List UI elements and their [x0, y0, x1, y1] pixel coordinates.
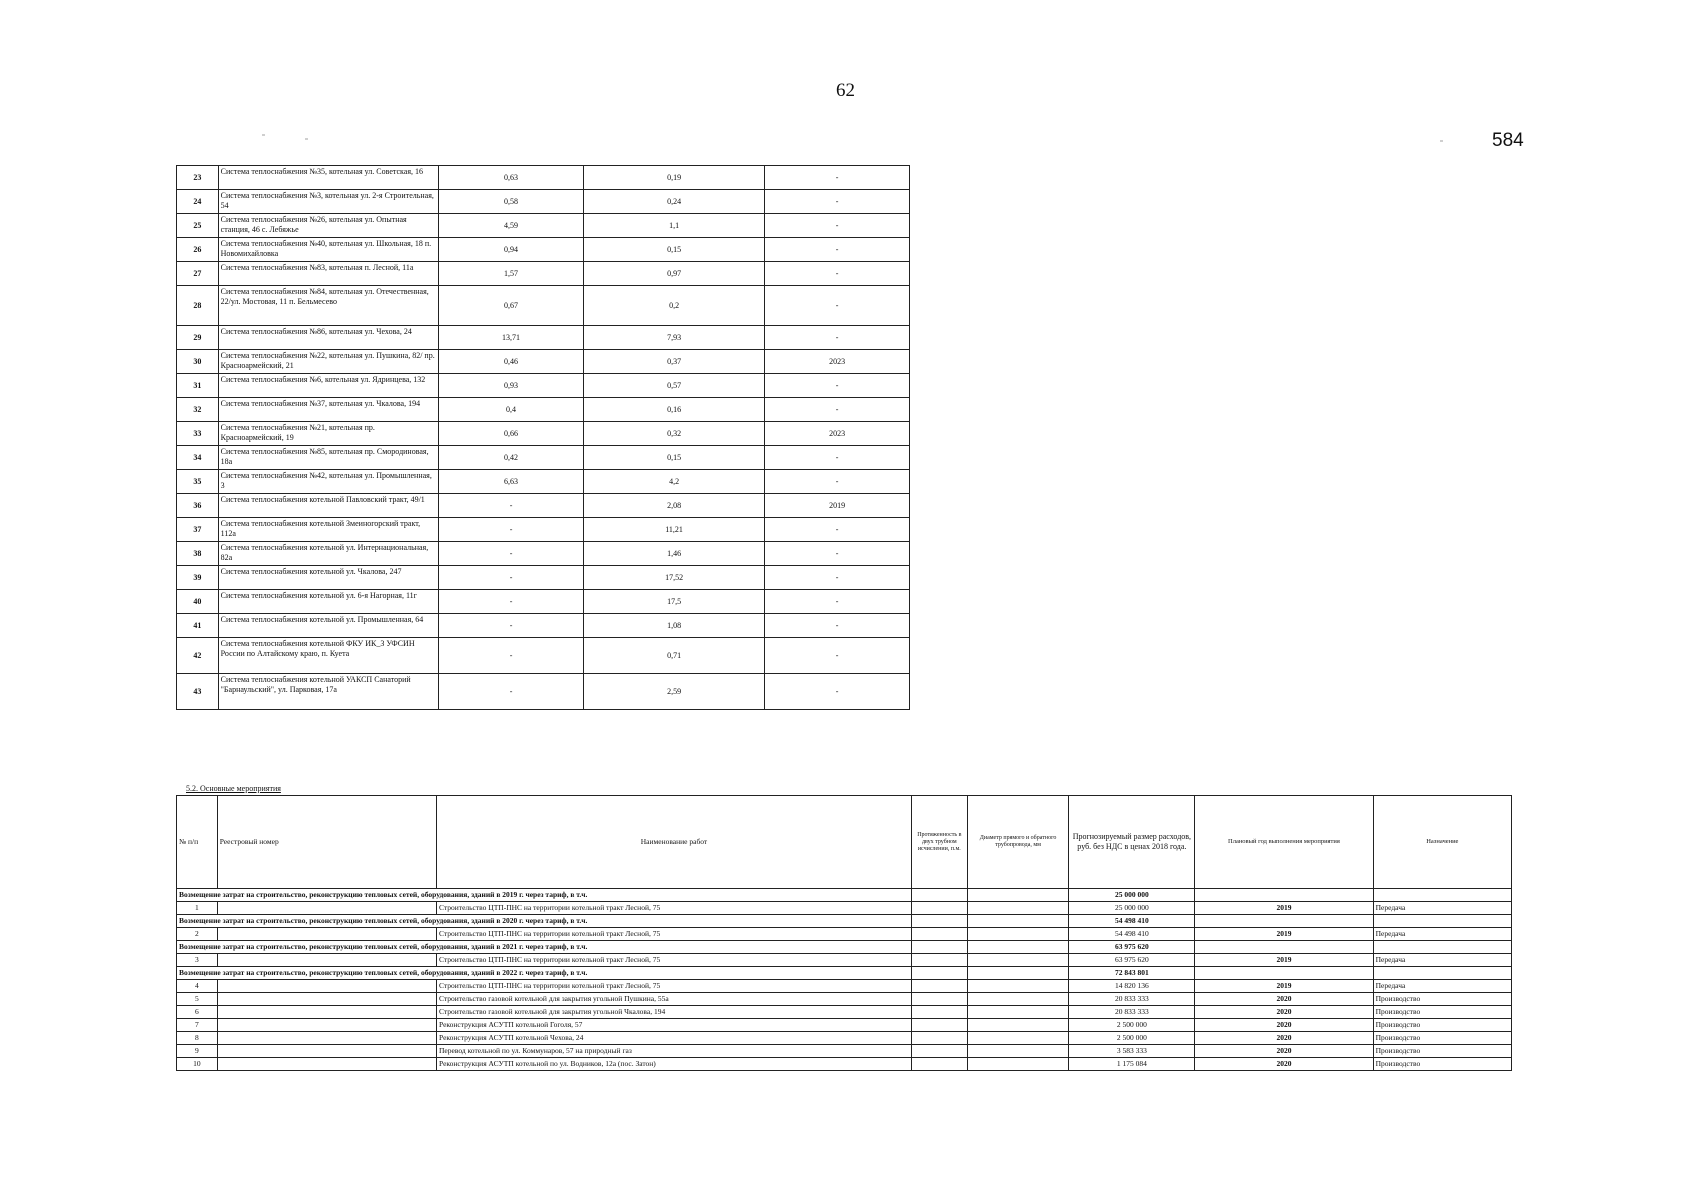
value-a: 0,42	[439, 446, 584, 470]
row-number: 27	[177, 262, 219, 286]
planned-year: 2020	[1195, 1045, 1373, 1058]
table-row	[177, 614, 910, 638]
table-row	[177, 286, 910, 326]
header-registry-number: Реестровый номер	[217, 796, 436, 889]
length-cell	[911, 967, 967, 980]
table-row	[177, 980, 1512, 993]
diameter-cell	[967, 1019, 1069, 1032]
group-title: Возмещение затрат на строительство, реконструкцию тепловых сетей, оборудования, зданий в 2020 г. через тариф, в т.ч.	[177, 915, 912, 928]
group-title: Возмещение затрат на строительство, реконструкцию тепловых сетей, оборудования, зданий в 2019 г. через тариф, в т.ч.	[177, 889, 912, 902]
planned-year: 2020	[1195, 993, 1373, 1006]
system-name: Система теплоснабжения котельной УАКСП Санаторий "Барнаульский", ул. Парковая, 17а	[218, 674, 439, 710]
system-name: Система теплоснабжения №21, котельная пр. Красноармейский, 19	[218, 422, 439, 446]
diameter-cell	[967, 980, 1069, 993]
table-row	[177, 214, 910, 238]
year: -	[765, 166, 910, 190]
system-name: Система теплоснабжения котельной ул. Интернациональная, 82а	[218, 542, 439, 566]
value-a: 0,93	[439, 374, 584, 398]
registry-number	[217, 1019, 436, 1032]
table-row	[177, 446, 910, 470]
diameter-cell	[967, 1032, 1069, 1045]
diameter-cell	[967, 954, 1069, 967]
value-b: 0,15	[583, 238, 764, 262]
system-name: Система теплоснабжения котельной ФКУ ИК_3 УФСИН России по Алтайскому краю, п. Куета	[218, 638, 439, 674]
system-name: Система теплоснабжения котельной ул. Промышленная, 64	[218, 614, 439, 638]
row-number: 7	[177, 1019, 218, 1032]
value-a: -	[439, 494, 584, 518]
purpose: Производство	[1373, 1032, 1511, 1045]
year: -	[765, 326, 910, 350]
system-name: Система теплоснабжения №40, котельная ул. Школьная, 18 п. Новомихайловка	[218, 238, 439, 262]
row-number: 10	[177, 1058, 218, 1071]
purpose-cell	[1373, 941, 1511, 954]
value-a: 0,67	[439, 286, 584, 326]
table-row	[177, 398, 910, 422]
system-name: Система теплоснабжения котельной Павловский тракт, 49/1	[218, 494, 439, 518]
value-a: -	[439, 518, 584, 542]
diameter-cell	[967, 1058, 1069, 1071]
page-number: 62	[836, 80, 855, 101]
header-planned-cost: Прогнозируемый размер расходов, руб. без НДС в ценах 2018 года.	[1069, 796, 1195, 889]
year: -	[765, 638, 910, 674]
work-name: Реконструкция АСУТП котельной по ул. Водников, 12а (пос. Затон)	[437, 1058, 912, 1071]
value-a: -	[439, 590, 584, 614]
row-number: 35	[177, 470, 219, 494]
planned-cost: 20 833 333	[1069, 1006, 1195, 1019]
purpose-cell	[1373, 889, 1511, 902]
header-diameter: Диаметр прямого и обратного трубопровода, мм	[967, 796, 1069, 889]
registry-number	[217, 1032, 436, 1045]
year: -	[765, 542, 910, 566]
year-cell	[1195, 941, 1373, 954]
work-name: Строительство газовой котельной для закрытия угольной Чкалова, 194	[437, 1006, 912, 1019]
value-a: 0,4	[439, 398, 584, 422]
row-number: 30	[177, 350, 219, 374]
year: 2023	[765, 350, 910, 374]
value-a: 1,57	[439, 262, 584, 286]
registry-number	[217, 1045, 436, 1058]
registry-number	[217, 954, 436, 967]
table-row	[177, 542, 910, 566]
value-a: -	[439, 542, 584, 566]
row-number: 32	[177, 398, 219, 422]
value-a: 0,66	[439, 422, 584, 446]
planned-cost: 1 175 084	[1069, 1058, 1195, 1071]
row-number: 33	[177, 422, 219, 446]
table-row	[177, 518, 910, 542]
system-name: Система теплоснабжения №84, котельная ул. Отечественная, 22/ул. Мостовая, 11 п. Бельмесево	[218, 286, 439, 326]
year: -	[765, 446, 910, 470]
value-a: 4,59	[439, 214, 584, 238]
value-b: 0,71	[583, 638, 764, 674]
system-name: Система теплоснабжения котельной Змеиногорский тракт, 112а	[218, 518, 439, 542]
value-b: 1,08	[583, 614, 764, 638]
group-sum: 63 975 620	[1069, 941, 1195, 954]
value-b: 7,93	[583, 326, 764, 350]
planned-year: 2020	[1195, 1032, 1373, 1045]
system-name: Система теплоснабжения №37, котельная ул. Чкалова, 194	[218, 398, 439, 422]
group-sum: 54 498 410	[1069, 915, 1195, 928]
group-row	[177, 941, 1512, 954]
year: -	[765, 674, 910, 710]
header-purpose: Назначение	[1373, 796, 1511, 889]
planned-cost: 2 500 000	[1069, 1019, 1195, 1032]
year: -	[765, 566, 910, 590]
row-number: 2	[177, 928, 218, 941]
length-cell	[911, 980, 967, 993]
row-number: 6	[177, 1006, 218, 1019]
value-a: -	[439, 614, 584, 638]
value-b: 0,24	[583, 190, 764, 214]
row-number: 39	[177, 566, 219, 590]
length-cell	[911, 1058, 967, 1071]
planned-year: 2020	[1195, 1019, 1373, 1032]
year: 2023	[765, 422, 910, 446]
row-number: 34	[177, 446, 219, 470]
heat-supply-systems-table	[176, 165, 910, 710]
planned-year: 2020	[1195, 1006, 1373, 1019]
header-work-name: Наименование работ	[437, 796, 912, 889]
table-row	[177, 1032, 1512, 1045]
length-cell	[911, 1006, 967, 1019]
table-row	[177, 374, 910, 398]
value-b: 17,5	[583, 590, 764, 614]
system-name: Система теплоснабжения №3, котельная ул. 2-я Строительная, 54	[218, 190, 439, 214]
diameter-cell	[967, 941, 1069, 954]
value-a: 0,63	[439, 166, 584, 190]
work-name: Реконструкция АСУТП котельной Гоголя, 57	[437, 1019, 912, 1032]
registry-number	[217, 902, 436, 915]
planned-cost: 20 833 333	[1069, 993, 1195, 1006]
table-row	[177, 590, 910, 614]
table-row	[177, 674, 910, 710]
value-b: 4,2	[583, 470, 764, 494]
header-length: Протяженность в двух трубном исчислении, п.м.	[911, 796, 967, 889]
value-b: 11,21	[583, 518, 764, 542]
table-row	[177, 166, 910, 190]
year: -	[765, 398, 910, 422]
table-row	[177, 350, 910, 374]
length-cell	[911, 954, 967, 967]
planned-year: 2020	[1195, 1058, 1373, 1071]
planned-year: 2019	[1195, 928, 1373, 941]
year: -	[765, 470, 910, 494]
row-number: 3	[177, 954, 218, 967]
row-number: 5	[177, 993, 218, 1006]
row-number: 23	[177, 166, 219, 190]
scan-speck	[262, 134, 265, 136]
page-number-secondary: 584	[1492, 130, 1524, 151]
purpose: Производство	[1373, 1045, 1511, 1058]
year: -	[765, 262, 910, 286]
table-row	[177, 1058, 1512, 1071]
row-number: 25	[177, 214, 219, 238]
value-a: -	[439, 674, 584, 710]
value-b: 0,2	[583, 286, 764, 326]
table-row	[177, 238, 910, 262]
diameter-cell	[967, 915, 1069, 928]
system-name: Система теплоснабжения №6, котельная ул. Ядринцева, 132	[218, 374, 439, 398]
purpose: Производство	[1373, 1058, 1511, 1071]
group-title: Возмещение затрат на строительство, реконструкцию тепловых сетей, оборудования, зданий в 2021 г. через тариф, в т.ч.	[177, 941, 912, 954]
planned-cost: 2 500 000	[1069, 1032, 1195, 1045]
diameter-cell	[967, 1045, 1069, 1058]
row-number: 40	[177, 590, 219, 614]
value-b: 0,15	[583, 446, 764, 470]
diameter-cell	[967, 967, 1069, 980]
year: -	[765, 286, 910, 326]
length-cell	[911, 902, 967, 915]
planned-cost: 63 975 620	[1069, 954, 1195, 967]
diameter-cell	[967, 902, 1069, 915]
row-number: 8	[177, 1032, 218, 1045]
length-cell	[911, 993, 967, 1006]
planned-cost: 54 498 410	[1069, 928, 1195, 941]
length-cell	[911, 941, 967, 954]
purpose: Передача	[1373, 902, 1511, 915]
value-b: 0,32	[583, 422, 764, 446]
system-name: Система теплоснабжения котельной ул. 6-я Нагорная, 11г	[218, 590, 439, 614]
row-number: 43	[177, 674, 219, 710]
year-cell	[1195, 915, 1373, 928]
length-cell	[911, 889, 967, 902]
group-row	[177, 915, 1512, 928]
registry-number	[217, 1006, 436, 1019]
table-row	[177, 902, 1512, 915]
value-a: -	[439, 638, 584, 674]
table-row	[177, 494, 910, 518]
registry-number	[217, 993, 436, 1006]
year: -	[765, 614, 910, 638]
system-name: Система теплоснабжения №35, котельная ул. Советская, 16	[218, 166, 439, 190]
section-title: 5.2. Основные мероприятия	[186, 784, 281, 793]
value-a: 0,94	[439, 238, 584, 262]
group-sum: 72 843 801	[1069, 967, 1195, 980]
table-row	[177, 1006, 1512, 1019]
year: -	[765, 374, 910, 398]
group-row	[177, 967, 1512, 980]
value-b: 0,37	[583, 350, 764, 374]
diameter-cell	[967, 928, 1069, 941]
value-b: 1,1	[583, 214, 764, 238]
value-b: 0,57	[583, 374, 764, 398]
year: -	[765, 214, 910, 238]
table-row	[177, 326, 910, 350]
purpose: Передача	[1373, 980, 1511, 993]
diameter-cell	[967, 1006, 1069, 1019]
work-name: Строительство ЦТП-ПНС на территории котельной тракт Лесной, 75	[437, 928, 912, 941]
value-a: 0,46	[439, 350, 584, 374]
row-number: 37	[177, 518, 219, 542]
planned-year: 2019	[1195, 980, 1373, 993]
system-name: Система теплоснабжения №83, котельная п. Лесной, 11а	[218, 262, 439, 286]
system-name: Система теплоснабжения №85, котельная пр. Смородиновая, 18а	[218, 446, 439, 470]
planned-year: 2019	[1195, 902, 1373, 915]
table-row	[177, 422, 910, 446]
year: -	[765, 518, 910, 542]
value-a: 6,63	[439, 470, 584, 494]
header-no: № п/п	[177, 796, 218, 889]
table-row	[177, 954, 1512, 967]
value-a: 13,71	[439, 326, 584, 350]
row-number: 24	[177, 190, 219, 214]
value-b: 17,52	[583, 566, 764, 590]
group-title: Возмещение затрат на строительство, реконструкцию тепловых сетей, оборудования, зданий в 2022 г. через тариф, в т.ч.	[177, 967, 912, 980]
purpose: Передача	[1373, 928, 1511, 941]
scan-speck	[1440, 140, 1443, 142]
system-name: Система теплоснабжения №22, котельная ул. Пушкина, 82/ пр. Красноармейский, 21	[218, 350, 439, 374]
table-row	[177, 638, 910, 674]
value-a: 0,58	[439, 190, 584, 214]
row-number: 36	[177, 494, 219, 518]
system-name: Система теплоснабжения №86, котельная ул. Чехова, 24	[218, 326, 439, 350]
row-number: 26	[177, 238, 219, 262]
row-number: 9	[177, 1045, 218, 1058]
table-row	[177, 993, 1512, 1006]
value-b: 1,46	[583, 542, 764, 566]
length-cell	[911, 1019, 967, 1032]
row-number: 28	[177, 286, 219, 326]
purpose: Передача	[1373, 954, 1511, 967]
year: -	[765, 590, 910, 614]
purpose: Производство	[1373, 993, 1511, 1006]
year: 2019	[765, 494, 910, 518]
value-b: 0,97	[583, 262, 764, 286]
work-name: Строительство ЦТП-ПНС на территории котельной тракт Лесной, 75	[437, 980, 912, 993]
header-row	[177, 796, 1512, 889]
work-name: Перевод котельной по ул. Коммунаров, 57 на природный газ	[437, 1045, 912, 1058]
planned-year: 2019	[1195, 954, 1373, 967]
main-measures-table	[176, 795, 1512, 1071]
length-cell	[911, 1032, 967, 1045]
group-row	[177, 889, 1512, 902]
table-row	[177, 1045, 1512, 1058]
work-name: Реконструкция АСУТП котельной Чехова, 24	[437, 1032, 912, 1045]
year-cell	[1195, 967, 1373, 980]
length-cell	[911, 915, 967, 928]
row-number: 1	[177, 902, 218, 915]
header-planned-year: Плановый год выполнения мероприятия	[1195, 796, 1373, 889]
work-name: Строительство газовой котельной для закрытия угольной Пушкина, 55а	[437, 993, 912, 1006]
length-cell	[911, 928, 967, 941]
value-b: 0,19	[583, 166, 764, 190]
row-number: 42	[177, 638, 219, 674]
table-row	[177, 1019, 1512, 1032]
group-sum: 25 000 000	[1069, 889, 1195, 902]
system-name: Система теплоснабжения котельной ул. Чкалова, 247	[218, 566, 439, 590]
year: -	[765, 238, 910, 262]
purpose-cell	[1373, 915, 1511, 928]
row-number: 38	[177, 542, 219, 566]
work-name: Строительство ЦТП-ПНС на территории котельной тракт Лесной, 75	[437, 902, 912, 915]
row-number: 4	[177, 980, 218, 993]
registry-number	[217, 1058, 436, 1071]
row-number: 31	[177, 374, 219, 398]
table-row	[177, 262, 910, 286]
table-row	[177, 190, 910, 214]
planned-cost: 14 820 136	[1069, 980, 1195, 993]
work-name: Строительство ЦТП-ПНС на территории котельной тракт Лесной, 75	[437, 954, 912, 967]
registry-number	[217, 928, 436, 941]
purpose: Производство	[1373, 1019, 1511, 1032]
system-name: Система теплоснабжения №26, котельная ул. Опытная станция, 46 с. Лебяжье	[218, 214, 439, 238]
value-b: 2,59	[583, 674, 764, 710]
scan-speck	[305, 138, 308, 140]
diameter-cell	[967, 889, 1069, 902]
registry-number	[217, 980, 436, 993]
planned-cost: 3 583 333	[1069, 1045, 1195, 1058]
table-row	[177, 566, 910, 590]
table-row	[177, 470, 910, 494]
row-number: 41	[177, 614, 219, 638]
system-name: Система теплоснабжения №42, котельная ул. Промышленная, 3	[218, 470, 439, 494]
table-row	[177, 928, 1512, 941]
row-number: 29	[177, 326, 219, 350]
year-cell	[1195, 889, 1373, 902]
value-a: -	[439, 566, 584, 590]
year: -	[765, 190, 910, 214]
purpose: Производство	[1373, 1006, 1511, 1019]
purpose-cell	[1373, 967, 1511, 980]
diameter-cell	[967, 993, 1069, 1006]
value-b: 0,16	[583, 398, 764, 422]
value-b: 2,08	[583, 494, 764, 518]
planned-cost: 25 000 000	[1069, 902, 1195, 915]
length-cell	[911, 1045, 967, 1058]
